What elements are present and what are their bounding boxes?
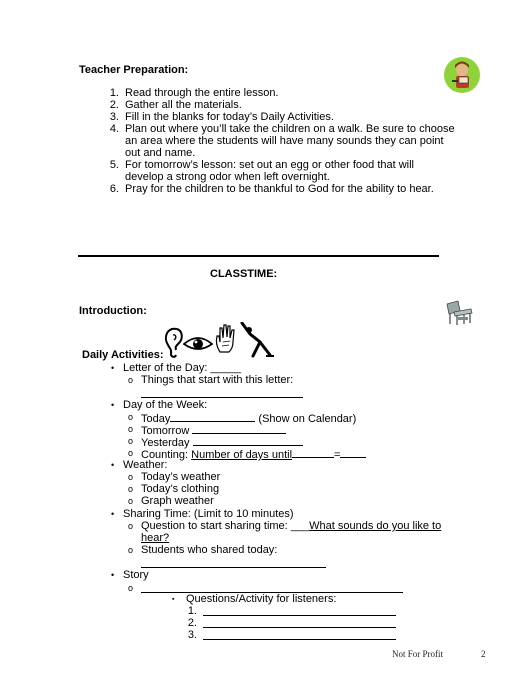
question-label: Question to start sharing time: (141, 520, 291, 532)
question-text: What sounds do you like to (309, 520, 442, 532)
sub-bullet: o (128, 375, 134, 385)
list-number: 2. (187, 617, 197, 629)
question-blank: ___ (290, 520, 310, 532)
answer-line (292, 447, 334, 458)
page-number: 2 (481, 649, 486, 659)
bullet: • (111, 570, 115, 580)
counting-label: Counting: (141, 449, 192, 461)
prep-item-text: Read through the entire lesson. (125, 87, 279, 99)
answer-line (193, 435, 303, 446)
prep-item-number: 5. (109, 159, 119, 171)
sharing-time: Sharing Time: (Limit to 10 minutes) (123, 508, 294, 520)
sub-bullet: o (128, 484, 134, 494)
students-shared: Students who shared today: (141, 544, 278, 556)
answer-line (141, 567, 326, 568)
question-text-cont: hear? (141, 532, 170, 544)
sub-bullet: o (128, 496, 134, 506)
answer-line (170, 411, 255, 422)
person-stretching-icon (240, 322, 278, 358)
sub-bullet: o (128, 583, 134, 593)
section-divider (78, 255, 439, 257)
prep-item-number: 3. (109, 111, 119, 123)
todays-weather: Today’s weather (141, 471, 221, 483)
list-number: 3. (187, 629, 197, 641)
sub-bullet: o (128, 436, 134, 446)
prep-item-text: Pray for the children to be thankful to God for the ability to hear. (125, 183, 434, 195)
equals-sign: = (334, 449, 341, 461)
yesterday-label: Yesterday (141, 437, 190, 449)
sub-bullet: o (128, 521, 134, 531)
square-bullet: ▪ (172, 596, 175, 603)
footer-text: Not For Profit (392, 649, 444, 659)
sub-bullet: o (128, 424, 134, 434)
bullet: • (111, 363, 115, 373)
counting-row (141, 447, 366, 461)
hand-icon (214, 322, 240, 354)
answer-line (340, 447, 366, 458)
ear-icon (162, 325, 184, 359)
answer-line (203, 615, 396, 616)
question-row (141, 520, 441, 532)
teacher-clipart-icon (443, 56, 481, 94)
prep-item-text: out and name. (125, 147, 196, 159)
tomorrow-label: Tomorrow (141, 425, 190, 437)
list-number: 1. (187, 605, 197, 617)
teacher-prep-heading: Teacher Preparation: (79, 64, 189, 76)
day-of-week: Day of the Week: (123, 399, 208, 411)
counting-text: Number of days until (191, 449, 293, 461)
prep-item-text: an area where the students will have many sounds they can point (125, 135, 444, 147)
questions-activity: Questions/Activity for listeners: (186, 593, 337, 605)
show-on-calendar: (Show on Calendar) (258, 413, 357, 425)
weather-label: Weather: (123, 459, 168, 471)
prep-item-number: 2. (109, 99, 119, 111)
answer-line (141, 397, 303, 398)
prep-item-number: 6. (109, 183, 119, 195)
prep-item-text: Fill in the blanks for today’s Daily Activities. (125, 111, 334, 123)
answer-line (203, 639, 396, 640)
bullet: • (111, 400, 115, 410)
graph-weather: Graph weather (141, 495, 214, 507)
sub-bullet: o (128, 412, 134, 422)
prep-item-text: For tomorrow’s lesson: set out an egg or other food that will (125, 159, 414, 171)
school-desk-clipart-icon (444, 298, 474, 326)
letter-of-day: Letter of the Day: _____ (123, 362, 242, 374)
eye-icon (183, 334, 213, 354)
prep-item-number: 4. (109, 123, 119, 135)
sub-bullet: o (128, 448, 134, 458)
story-label: Story (123, 569, 149, 581)
todays-clothing: Today’s clothing (141, 483, 220, 495)
bullet: • (111, 460, 115, 470)
answer-line (192, 423, 286, 434)
bullet: • (111, 509, 115, 519)
answer-line (203, 627, 396, 628)
things-start-label: Things that start with this letter: (141, 374, 294, 386)
sub-bullet: o (128, 472, 134, 482)
prep-item-text: Plan out where you’ll take the children on a walk. Be sure to choose (125, 123, 455, 135)
sub-bullet: o (128, 545, 134, 555)
prep-item-text: Gather all the materials. (125, 99, 242, 111)
introduction-heading: Introduction: (79, 305, 147, 317)
prep-item-text: develop a strong odor when left overnight. (125, 171, 330, 183)
today-label: Today (141, 413, 171, 425)
classtime-heading: CLASSTIME: (210, 268, 278, 280)
prep-item-number: 1. (109, 87, 119, 99)
daily-activities-heading: Daily Activities: (82, 349, 164, 361)
